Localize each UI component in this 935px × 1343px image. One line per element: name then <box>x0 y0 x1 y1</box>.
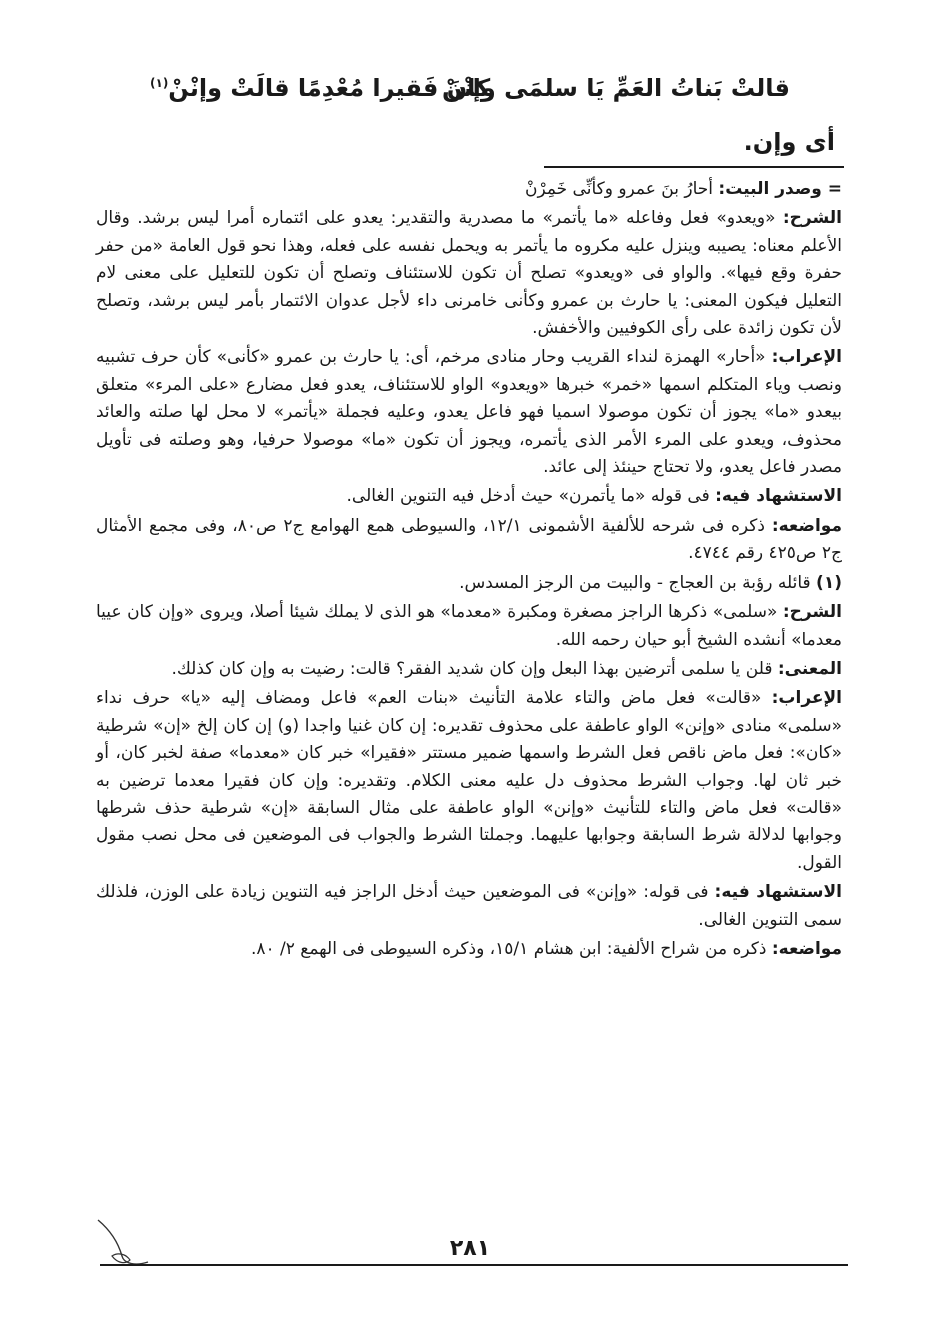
footnotes <box>96 176 842 965</box>
scribble-mark <box>92 1212 162 1272</box>
footnote-paragraph: المعنى: قلن يا سلمى أترضين بهذا البعل وإن كان شديد الفقر؟ قالت: رضيت به وإن كان كذلك. <box>171 658 842 679</box>
footnote-paragraph: الاستشهاد فيه: فى قوله: «وإنن» فى الموضعين حيث أدخل الراجز فيه التنوين زيادة على الوزن، فلذلك سمى التنوين الغالى. <box>96 882 842 930</box>
verse-gloss: أى وإن. <box>743 128 835 156</box>
footnote-paragraph: الشرح: «ويعدو» فعل وفاعله «ما يأتمر» ما مصدرية والتقدير: يعدو على ائتماره أمرا ليس برشد. وقال الأعلم معناه: يصيبه وينزل عليه مكروه ما يأتمر به ويحمل نفسه على فعله، وهذا نحو قول العامة «من حفر حفرة وقع فيها». والواو فى «ويعدو» تصلح أن تكون للاستئناف وتصلح أن تكون للتعليل على معنى لام التعليل فيكون المعنى: يا حارث بن عمرو وكأنى خامرنى داء لأجل عدوان الائتمار بأمر ليس برشد، وتصلح لأن تكون زائدة على رأى الكوفيين والأخفش. <box>96 208 842 339</box>
footnote-separator <box>544 166 844 168</box>
verse-line <box>150 70 790 118</box>
bottom-rule <box>100 1264 848 1266</box>
footnote-paragraph: الشرح: «سلمى» ذكرها الراجز مصغرة ومكبرة «معدما» هو الذى لا يملك شيئا أصلا، ويروى «وإن كان عييا معدما» أنشده الشيخ أبو حيان رحمه الله. <box>96 602 842 650</box>
footnote-marker: (١) <box>150 76 169 90</box>
footnote-paragraph: الاستشهاد فيه: فى قوله «ما يأتمرن» حيث أدخل فيه التنوين الغالى. <box>346 486 842 507</box>
footnote-paragraph: الإعراب: «أحار» الهمزة لنداء القريب وحار منادى مرخم، أى: يا حارث بن عمرو «كأنى» كأن حرف تشبيه ونصب وياء المتكلم اسمها «خمر» خبرها «ويعدو» الواو للاستئناف، يعدو فعل مضارع «على المرء» متعلق بيعدو «ما» يجوز أن تكون موصولا اسميا فهو فاعل يعدو، وعليه فجملة «يأتمر» لا محل لها صلته والعائد محذوف، ويعدو على المرء الأمر الذى يأتمره، ويجوز أن تكون «ما» موصولا حرفيا، وهو وصلته فى تأويل مصدر فاعل يعدو، ولا تحتاج حينئذ إلى عائد. <box>96 347 842 478</box>
footnote-paragraph: الإعراب: «قالت» فعل ماض والتاء علامة التأنيث «بنات العم» فاعل ومضاف إليه «يا» حرف نداء «سلمى» منادى «وإنن» الواو عاطفة على محذوف تقديره: إن كان غنيا واجدا (و) إن كان إلخ «إن» شرطية «كان»: فعل ماض ناقص فعل الشرط واسمها ضمير مستتر «فقيرا» خبر كان «معدما» صفة لخبر كان، أو خبر ثان لها. وجواب الشرط محذوف دل عليه معنى الكلام. وتقديره: وإن كان فقيرا معدما ترضين به «قالت» فعل ماض والتاء للتأنيث «وإنن» الواو عاطفة على مثال السابقة «إن» شرطية حذف شرطها وجوابها لدلالة شرط السابقة وجوابها عليهما. وجملتا الشرط والجواب فى الموضعين فى محل نصب مقول القول. <box>96 688 842 873</box>
footnote-paragraph: مواضعه: ذكره من شراح الألفية: ابن هشام ١٥/١، وذكره السيوطى فى الهمع ٢/ ٨٠. <box>250 938 842 959</box>
verse-second-hemistich: كانَ فَقيرا مُعْدِمًا قالَتْ وإنْنْ$^{(١)}$ <box>150 74 491 102</box>
footnote-paragraph: (١) قائله رؤبة بن العجاج - والبيت من الرجز المسدس. <box>459 572 842 593</box>
footnote-paragraph: = وصدر البيت: أحارُ بنَ عمرو وكأنِّى خَمِرْنْ <box>524 179 842 199</box>
page-number: ٢٨١ <box>449 1236 491 1261</box>
footnote-paragraph: مواضعه: ذكره فى شرحه للألفية الأشمونى ١٢/١، والسيوطى همع الهوامع ج٢ ص٨٠، وفى مجمع الأمثال ج٢ ص٤٢٥ رقم ٤٧٤٤. <box>96 515 842 564</box>
verse-first-hemistich: قالتْ بَناتُ العَمِّ يَا سلمَى وإنْنْ <box>441 74 790 102</box>
